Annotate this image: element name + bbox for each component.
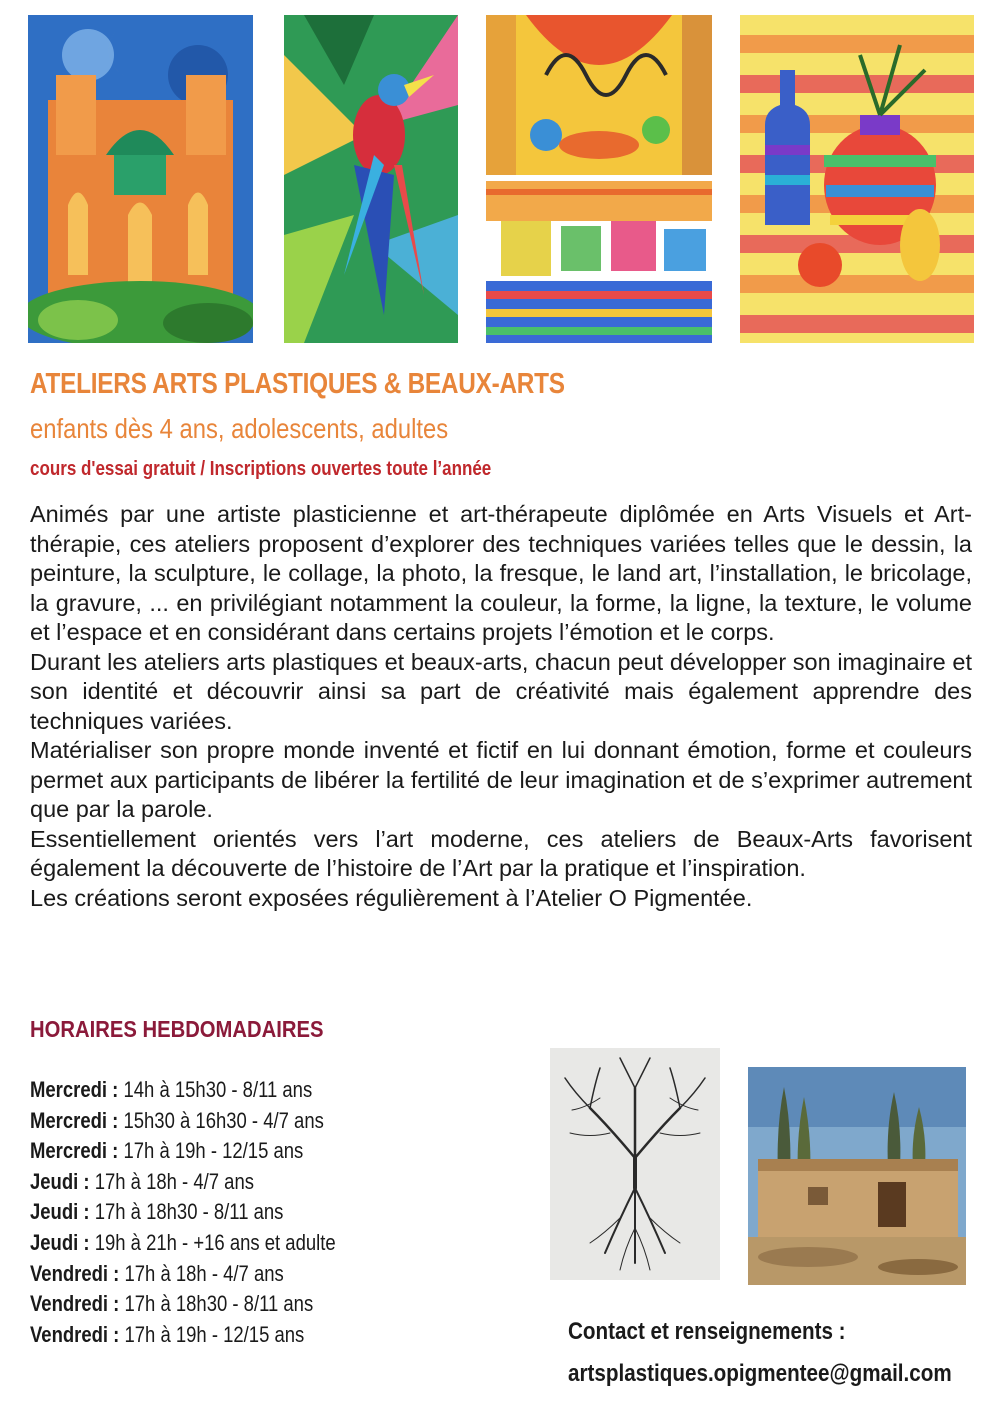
schedule-item: Jeudi : 19h à 21h - +16 ans et adulte	[30, 1229, 336, 1255]
schedule-item: Vendredi : 17h à 19h - 12/15 ans	[30, 1321, 305, 1347]
schedule-item: Mercredi : 17h à 19h - 12/15 ans	[30, 1138, 304, 1164]
paragraph-creativity: Durant les ateliers arts plastiques et beaux-arts, chacun peut développer son imaginaire et son identité et découvrir ainsi sa part de créativité mais également apprendre des techniques variées.	[30, 648, 972, 734]
page-title: ATELIERS ARTS PLASTIQUES & BEAUX-ARTS	[30, 368, 565, 400]
schedule-item: Vendredi : 17h à 18h30 - 8/11 ans	[30, 1291, 314, 1317]
contact-label: Contact et renseignements :	[568, 1318, 846, 1345]
audience-subtitle: enfants dès 4 ans, adolescents, adultes	[30, 413, 449, 444]
artwork-cathedral-painting	[28, 15, 253, 343]
artwork-parrot-collage	[284, 15, 458, 343]
paragraph-intro: Animés par une artiste plasticienne et art-thérapeute diplômée en Arts Visuels et Art-thérapie, ces ateliers proposent d’explorer des techniques variées telles que le dessin, la peinture, la sculpture, le collage, la photo, la fresque, le land art, l’installation, le bricolage, la gravure, ... en privilégiant notamment la couleur, la forme, la ligne, la texture, le volume et l’espace et en considérant dans certains projets l’émotion et le corps.	[30, 501, 972, 645]
paragraph-imagination: Matérialiser son propre monde inventé et fictif en lui donnant émotion, forme et couleurs permet aux participants de libérer la fertilité de leur imagination et de s’exprimer autrement que par la parole.	[30, 737, 972, 822]
artwork-striped-vases	[740, 15, 974, 343]
schedule-item: Vendredi : 17h à 18h - 4/7 ans	[30, 1260, 284, 1286]
schedule-list	[30, 1075, 450, 1350]
schedule-item: Mercredi : 15h30 à 16h30 - 4/7 ans	[30, 1107, 324, 1133]
schedule-item: Jeudi : 17h à 18h - 4/7 ans	[30, 1168, 254, 1194]
description	[30, 500, 972, 913]
artwork-wire-tree	[550, 1048, 720, 1280]
paragraph-exhibition: Les créations seront exposées régulièrement à l’Atelier O Pigmentée.	[30, 884, 753, 911]
artwork-village-drawing	[486, 181, 712, 343]
paragraph-modern-art: Essentiellement orientés vers l’art moderne, ces ateliers de Beaux-Arts favorisent également la découverte de l’histoire de l’Art par la pratique et l’inspiration.	[30, 825, 972, 881]
schedule-item: Jeudi : 17h à 18h30 - 8/11 ans	[30, 1199, 284, 1225]
enrollment-notice: cours d'essai gratuit / Inscriptions ouvertes toute l’année	[30, 458, 492, 480]
contact-email: artsplastiques.opigmentee@gmail.com	[568, 1360, 952, 1387]
schedule-heading: HORAIRES HEBDOMADAIRES	[30, 1016, 324, 1042]
schedule-item: Mercredi : 14h à 15h30 - 8/11 ans	[30, 1077, 313, 1102]
artwork-house-drawing	[748, 1067, 966, 1285]
artwork-abstract-yellow	[486, 15, 712, 175]
